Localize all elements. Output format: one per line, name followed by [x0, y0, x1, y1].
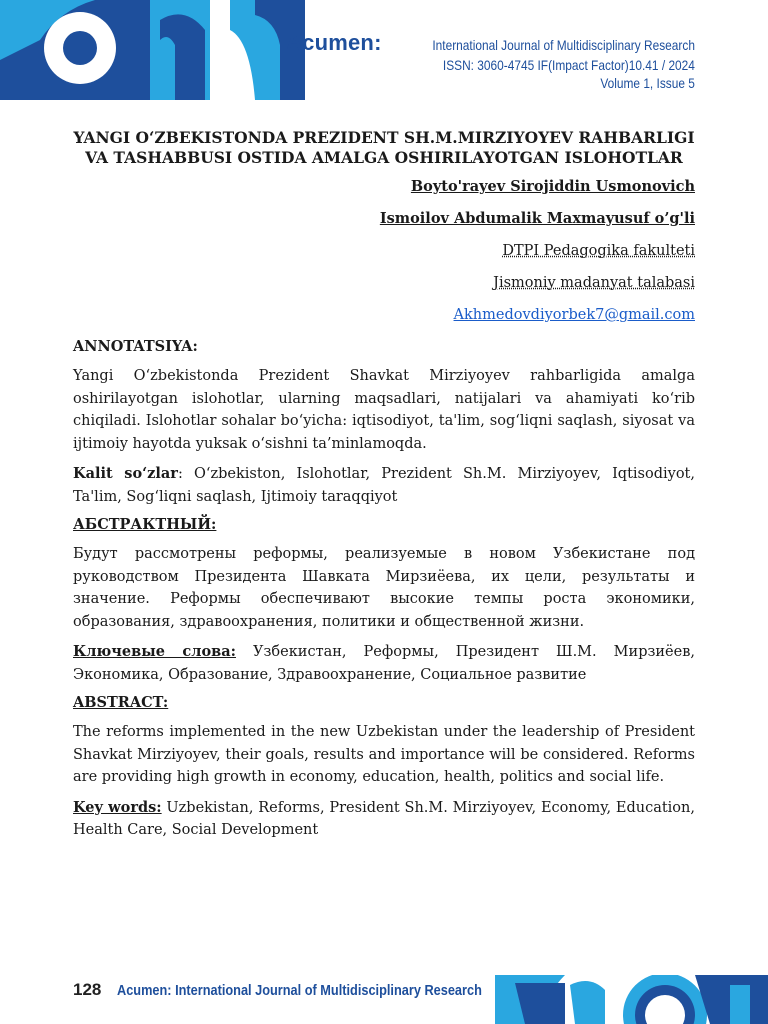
keywords-ru: Узбекистан, Реформы, Президент Ш.М. Мирзиёев, Экономика, Образование, Здравоохранение, Социальное развитие — [73, 644, 695, 683]
page-number: 128 — [73, 980, 102, 999]
author-position: Jismoniy madanyat talabasi — [493, 275, 695, 291]
russian-abstract-text: Будут рассмотрены реформы, реализуемые в новом Узбекистане под руководством Президента Шавката Мирзиёева, их цели, результаты и значение. Реформы обеспечивают высокие темпы роста экономики, образования, здравоохранения, политики и общественной жизни. — [73, 546, 695, 630]
annotation-text: Yangi O‘zbekistonda Prezident Shavkat Mirziyoyev rahbarligida amalga oshirilayotgan islohotlar, ularning maqsadlari, natijalari va ahamiyati ko‘rib chiqiladi. Islohotlar sohalar bo‘yicha: iqtisodiyot, ta'lim, sog‘liqni saqlash, siyosat va ijtimoiy hayotda yuksak o‘sishni ta’minlamoqda. — [73, 368, 695, 452]
keywords-label-en: Key words: — [73, 798, 162, 816]
keywords-label-ru: Ключевые слова: — [73, 643, 236, 660]
journal-brand: Acumen: — [286, 30, 382, 55]
russian-keywords — [73, 641, 695, 686]
email-link[interactable]: Akhmedovdiyorbek7@gmail.com — [453, 307, 695, 323]
english-abstract-text: The reforms implemented in the new Uzbekistan under the leadership of President Shavkat Mirziyoyev, their goals, results and importance will be considered. Reforms are providing high growth in economy, education, health, politics and social life. — [73, 724, 695, 785]
footer-journal-title: Acumen: International Journal of Multidisciplinary Research — [117, 982, 483, 999]
page-footer — [73, 980, 547, 1000]
footer-logo — [495, 975, 768, 1024]
annotation-keywords — [73, 463, 695, 508]
keywords-en: Uzbekistan, Reforms, President Sh.M. Mirziyoyev, Economy, Education, Health Care, Social Development — [73, 799, 695, 838]
article-body — [73, 128, 695, 850]
journal-header — [286, 30, 695, 92]
volume-line: Volume 1, Issue 5 — [600, 75, 695, 91]
issn-line: ISSN: 3060-4745 IF(Impact Factor)10.41 / 2024 — [442, 57, 695, 73]
keywords-uz: : O‘zbekiston, Islohotlar, Prezident Sh.M. Mirziyoyev, Iqtisodiyot, Ta'lim, Sog‘liqni saqlash, Ijtimoiy taraqqiyot — [73, 466, 695, 505]
author-2: Ismoilov Abdumalik Maxmayusuf o’g'li — [379, 210, 695, 227]
journal-subtitle: International Journal of Multidisciplinary Research — [432, 37, 695, 53]
russian-abstract-heading: АБСТРАКТНЫЙ: — [73, 516, 217, 533]
english-keywords — [73, 797, 695, 842]
journal-logo — [0, 0, 305, 100]
affiliation: DTPI Pedagogika fakulteti — [502, 243, 695, 259]
author-1: Boyto'rayev Sirojiddin Usmonovich — [410, 178, 695, 195]
keywords-label-uz: Kalit so‘zlar — [73, 465, 178, 482]
article-title: YANGI O‘ZBEKISTONDA PREZIDENT SH.M.MIRZIYOYEV RAHBARLIGI VA TASHABBUSI OSTIDA AMALGA OSHIRILAYOTGAN ISLOHOTLAR — [73, 128, 695, 167]
english-abstract-heading: ABSTRACT: — [73, 694, 169, 711]
annotation-heading: ANNOTATSIYA: — [73, 338, 198, 355]
